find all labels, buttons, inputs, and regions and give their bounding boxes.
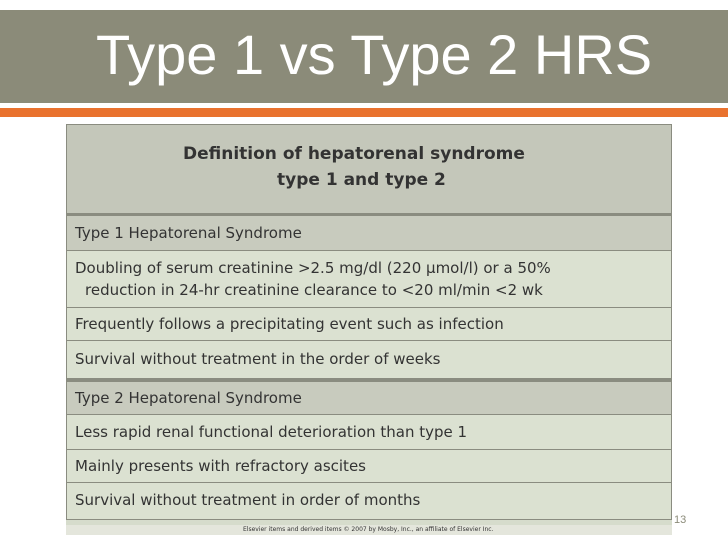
table-title-line-1: Definition of hepatorenal syndrome — [183, 144, 525, 164]
table-row — [66, 483, 672, 520]
type1-heading-row — [66, 216, 672, 251]
type1-heading: Type 1 Hepatorenal Syndrome — [75, 224, 302, 242]
table-title-line-2: type 1 and type 2 — [277, 170, 446, 190]
accent-stripe — [0, 108, 728, 117]
type1-survival: Survival without treatment in the order of weeks — [75, 350, 441, 368]
type1-creatinine-line-2: reduction in 24-hr creatinine clearance to <20 ml/min <2 wk — [85, 281, 543, 299]
type2-ascites: Mainly presents with refractory ascites — [75, 457, 366, 475]
type1-precipitating-event: Frequently follows a precipitating event such as infection — [75, 315, 504, 333]
type2-survival: Survival without treatment in order of months — [75, 491, 421, 509]
table-row — [66, 308, 672, 341]
source-credit-text: Elsevier items and derived items © 2007 by Mosby, Inc., an affiliate of Elsevier Inc. — [243, 526, 494, 533]
type2-heading-row — [66, 382, 672, 415]
hrs-definition-table — [66, 124, 672, 535]
slide-title: Type 1 vs Type 2 HRS — [96, 23, 653, 86]
table-row — [66, 341, 672, 379]
type2-heading: Type 2 Hepatorenal Syndrome — [75, 389, 302, 407]
table-row — [66, 450, 672, 483]
type1-creatinine-line-1: Doubling of serum creatinine >2.5 mg/dl (220 μmol/l) or a 50% — [75, 259, 551, 277]
type2-deterioration: Less rapid renal functional deterioration than type 1 — [75, 423, 468, 441]
source-credit — [66, 525, 672, 535]
table-row — [66, 415, 672, 450]
table-header — [66, 124, 672, 216]
table-row — [66, 251, 672, 308]
slide-number: 13 — [674, 514, 687, 526]
